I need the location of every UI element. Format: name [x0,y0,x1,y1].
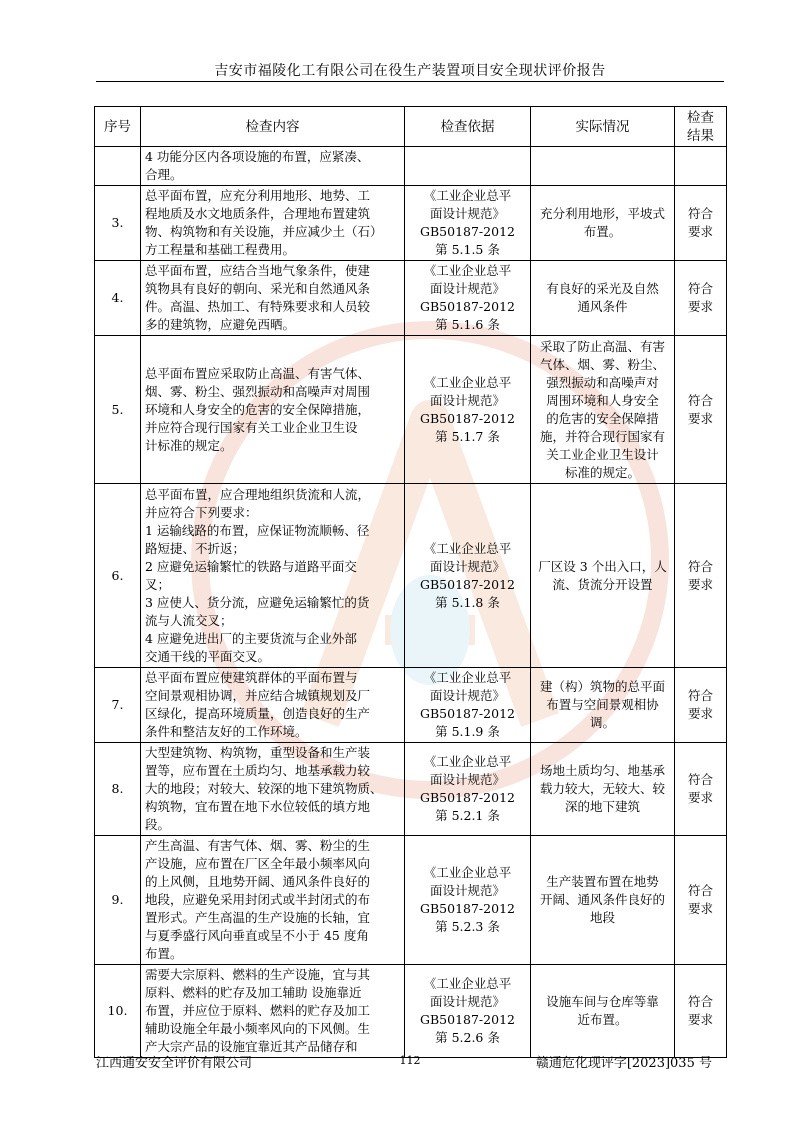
cell-status [531,147,675,186]
cell-line: 周围环境和人身安全 [546,392,659,408]
cell-line: 要求 [687,790,713,805]
cell-line: 面设计规范》 [429,281,505,296]
cell-line: 布置与空间景观相协 [546,697,659,712]
cell-content [141,261,405,336]
cell-number: 3. [95,186,141,261]
cell-result [675,836,727,965]
cell-line: GB50187-2012 [420,299,515,314]
cell-line: 第 5.1.7 条 [435,428,500,444]
cell-content [141,668,405,743]
table-row [95,743,727,836]
cell-content [141,186,405,261]
cell-result [675,147,727,186]
table-body [95,147,727,1058]
cell-status [531,261,675,336]
table-row [95,147,727,186]
header-rule [96,81,724,82]
cell-result [675,186,727,261]
cell-result [675,336,727,484]
cell-basis [405,261,531,336]
cell-line: 产大宗产品的设施宜靠近其产品储存和 [145,1039,358,1054]
cell-line: 段。 [145,817,171,832]
cell-line: 产设施，应布置在厂区全年最小频率风向 [145,856,371,871]
cell-line: 流与人流交叉； [145,612,233,628]
cell-line: 第 5.2.6 条 [435,1030,500,1045]
cell-line: 程地质及水文地质条件，合理地布置建筑 [145,206,371,221]
cell-line: 要求 [687,706,713,721]
cell-line: 要求 [687,576,713,592]
page-header-title: 吉安市福陵化工有限公司在役生产装置项目安全现状评价报告 [214,63,606,79]
cell-line: 4 应避免进出厂的主要货流与企业外部 [145,630,357,646]
cell-line: 筑物具有良好的朝向、采光和自然通风条 [145,281,371,296]
header-col-status [531,107,675,147]
cell-line: 《工业企业总平 [423,263,512,278]
cell-content [141,484,405,668]
cell-line: 要求 [687,224,713,239]
header-text: 序号 [104,118,131,135]
cell-line: 路短捷、不折返； [145,540,246,556]
cell-line: 《工业企业总平 [423,670,512,685]
table-header-row [95,107,727,147]
cell-content [141,336,405,484]
cell-line: 构筑物，宜布置在地下水位较低的填方地 [145,799,371,814]
cell-line: 第 5.1.5 条 [435,242,500,257]
cell-line: 区绿化，提高环境质量，创造良好的生产 [145,706,371,721]
header-text: 检查依据 [440,118,495,135]
cell-line: 关工业企业卫生设计 [546,446,659,462]
cell-line: 《工业企业总平 [423,976,512,991]
cell-line: GB50187-2012 [420,790,515,805]
header-text: 结果 [687,127,714,144]
cell-line: 标准的规定。 [564,464,640,480]
cell-result [675,743,727,836]
cell-number [95,147,141,186]
cell-content [141,147,405,186]
cell-line: 的危害的安全保障措 [546,410,659,426]
cell-content [141,743,405,836]
cell-status [531,836,675,965]
cell-line: 总平面布置，应结合当地气象条件，使建 [145,263,371,278]
cell-line: 空间景观相协调，并应结合城镇规划及厂 [145,688,371,703]
table-row [95,186,727,261]
cell-basis [405,965,531,1058]
cell-line: 面设计规范》 [429,558,505,574]
cell-line: 调。 [589,715,615,730]
cell-line: 4 功能分区内各项设施的布置，应紧凑、 [145,149,370,164]
cell-line: 布置。 [583,224,622,239]
cell-line: 布置，并应位于原料、燃料的贮存及加工 [145,1003,371,1018]
cell-line: 第 5.1.6 条 [435,317,500,332]
cell-line: 符合 [687,392,713,408]
cell-line: 1 运输线路的布置，应保证物流顺畅、径 [145,522,370,538]
cell-basis [405,668,531,743]
cell-line: 强烈振动和高噪声对 [546,374,659,390]
cell-line: 地段 [589,910,615,925]
cell-line: 要求 [687,410,713,426]
cell-content [141,965,405,1058]
cell-status [531,965,675,1058]
cell-line: 《工业企业总平 [423,188,512,203]
cell-line: 计标准的规定。 [145,437,233,453]
cell-line: 总平面布置应使建筑群体的平面布置与 [145,670,358,685]
cell-number: 5. [95,336,141,484]
cell-line: 2 应避免运输繁忙的铁路与道路平面交 [145,558,357,574]
cell-status [531,186,675,261]
cell-line: 《工业企业总平 [423,865,512,880]
cell-line: 面设计规范》 [429,392,505,408]
table-row [95,261,727,336]
cell-basis [405,147,531,186]
cell-line: 第 5.1.9 条 [435,724,500,739]
cell-line: GB50187-2012 [420,706,515,721]
cell-line: 《工业企业总平 [423,754,512,769]
cell-line: 充分利用地形，平坡式 [539,206,665,221]
cell-line: 要求 [687,901,713,916]
cell-line: 要求 [687,299,713,314]
cell-line: 多的建筑物，应避免西晒。 [145,317,296,332]
cell-basis [405,836,531,965]
cell-line: 《工业企业总平 [423,540,512,556]
cell-line: 《工业企业总平 [423,374,512,390]
cell-line: 大的地段；对较大、较深的地下建筑物质、 [145,781,383,796]
table-row [95,836,727,965]
cell-basis [405,484,531,668]
cell-line: 第 5.2.3 条 [435,919,500,934]
inspection-table [94,106,727,1058]
cell-line: 采取了防止高温、有害 [539,338,665,354]
cell-line: 符合 [687,206,713,221]
cell-number: 9. [95,836,141,965]
footer-page-number: 112 [399,1054,421,1067]
cell-line: 方工程量和基础工程费用。 [145,242,296,257]
cell-number: 8. [95,743,141,836]
cell-line: 符合 [687,281,713,296]
footer-doc-number: 赣通危化现评字[2023]035 号 [535,1056,712,1071]
cell-line: GB50187-2012 [420,576,515,592]
cell-line: GB50187-2012 [420,1012,515,1027]
cell-status [531,743,675,836]
header-col-result [675,107,727,147]
cell-line: 开阔、通风条件良好的 [539,892,665,907]
cell-line: 大型建筑物、构筑物，重型设备和生产装 [145,745,371,760]
header-col-content [141,107,405,147]
cell-line: 烟、雾、粉尘、强烈振动和高噪声对周围 [145,383,371,399]
cell-result [675,484,727,668]
table-row [95,668,727,743]
cell-line: 厂区设 3 个出入口，人 [538,558,667,574]
cell-line: 布置。 [145,946,183,961]
cell-line: 需要大宗原料、燃料的生产设施，宜与其 [145,967,371,982]
cell-line: 建（构）筑物的总平面 [539,679,665,694]
cell-status [531,336,675,484]
cell-line: 交通干线的平面交叉。 [145,648,271,664]
cell-line: 近布置。 [577,1012,628,1027]
header-text: 实际情况 [575,118,630,135]
header-text: 检查 [687,109,714,126]
cell-basis [405,336,531,484]
cell-line: 设施车间与仓库等靠 [546,994,659,1009]
cell-line: 通风条件 [577,299,628,314]
cell-number: 4. [95,261,141,336]
cell-line: 环境和人身安全的危害的安全保障措施， [145,401,371,417]
cell-line: 要求 [687,1012,713,1027]
cell-line: 物、构筑物和有关设施，并应减少土（石） [145,224,383,239]
cell-number: 10. [95,965,141,1058]
cell-line: 件。高温、热加工、有特殊要求和人员较 [145,299,371,314]
cell-basis [405,743,531,836]
cell-line: 符合 [687,688,713,703]
cell-line: 并应符合现行国家有关工业企业卫生设 [145,419,358,435]
cell-status [531,484,675,668]
cell-line: 置等，应布置在土质均匀、地基承载力较 [145,763,371,778]
header-col-no [95,107,141,147]
cell-line: 产生高温、有害气体、烟、雾、粉尘的生 [145,838,371,853]
cell-line: 符合 [687,883,713,898]
cell-line: GB50187-2012 [420,901,515,916]
cell-line: 深的地下建筑 [564,799,640,814]
cell-line: 面设计规范》 [429,883,505,898]
cell-line: 符合 [687,558,713,574]
cell-line: 场地土质均匀、地基承 [539,763,665,778]
cell-line: 地段，应避免采用封闭式或半封闭式的布 [145,892,371,907]
table-row [95,965,727,1058]
cell-result [675,668,727,743]
table-row [95,336,727,484]
header-col-basis [405,107,531,147]
cell-line: 载力较大，无较大、较 [539,781,665,796]
cell-line: GB50187-2012 [420,224,515,239]
cell-number: 7. [95,668,141,743]
cell-line: 总平面布置应采取防止高温、有害气体、 [145,365,371,381]
cell-line: 辅助设施全年最小频率风向的下风侧。生 [145,1021,371,1036]
cell-line: 面设计规范》 [429,206,505,221]
cell-line: 与夏季盛行风向垂直或呈不小于 45 度角 [145,928,369,943]
cell-line: 第 5.2.1 条 [435,808,500,823]
cell-result [675,261,727,336]
cell-line: 总平面布置，应合理地组织货流和人流， [145,486,371,502]
cell-line: GB50187-2012 [420,410,515,426]
cell-line: 第 5.1.8 条 [435,594,500,610]
cell-status [531,668,675,743]
cell-line: 符合 [687,994,713,1009]
cell-line: 面设计规范》 [429,772,505,787]
cell-basis [405,186,531,261]
cell-number: 6. [95,484,141,668]
cell-line: 合理。 [145,167,183,182]
footer-company: 江西通安安全评价有限公司 [96,1056,253,1071]
cell-line: 有良好的采光及自然 [546,281,659,296]
cell-line: 面设计规范》 [429,994,505,1009]
cell-line: 符合 [687,772,713,787]
cell-line: 面设计规范》 [429,688,505,703]
cell-line: 的上风侧，且地势开阔、通风条件良好的 [145,874,371,889]
cell-line: 生产装置布置在地势 [546,874,659,889]
cell-line: 施，并符合现行国家有 [539,428,665,444]
cell-line: 原料、燃料的贮存及加工辅助 设施靠近 [145,985,362,1000]
cell-line: 置形式。产生高温的生产设施的长轴，宜 [145,910,371,925]
header-text: 检查内容 [245,118,300,135]
cell-content [141,836,405,965]
cell-line: 3 应使人、货分流，应避免运输繁忙的货 [145,594,370,610]
cell-line: 总平面布置，应充分利用地形、地势、工 [145,188,371,203]
cell-line: 流、货流分开设置 [552,576,653,592]
cell-line: 并应符合下列要求： [145,504,258,520]
table-row [95,484,727,668]
cell-line: 叉； [145,576,171,592]
cell-result [675,965,727,1058]
cell-line: 条件和整洁友好的工作环境。 [145,724,308,739]
cell-line: 气体、烟、雾、粉尘、 [539,356,665,372]
